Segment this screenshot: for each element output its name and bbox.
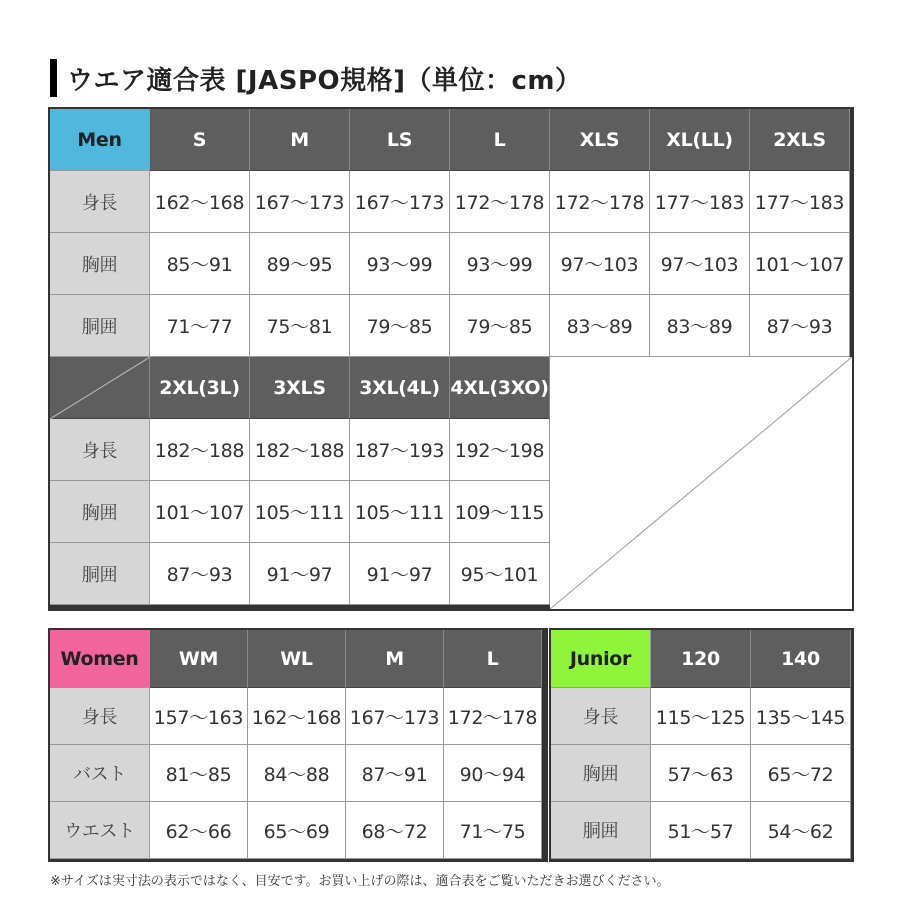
men-size-value: 177～183 bbox=[650, 171, 750, 233]
chart-title-text: ウエア適合表 [JASPO規格]（単位：cm） bbox=[67, 65, 582, 96]
women-size-value: 162～168 bbox=[248, 688, 346, 745]
men-size-value: 192～198 bbox=[450, 419, 550, 481]
men-row-label: 胴囲 bbox=[50, 295, 150, 357]
women-size-value: 62～66 bbox=[150, 802, 248, 859]
women-size-header: WL bbox=[248, 630, 346, 688]
junior-size-header: 140 bbox=[751, 630, 851, 688]
men-size-value: 172～178 bbox=[550, 171, 650, 233]
men-row-label: 身長 bbox=[50, 419, 150, 481]
junior-size-table bbox=[549, 628, 854, 862]
men-size-value: 167～173 bbox=[250, 171, 350, 233]
men-size-value: 83～89 bbox=[650, 295, 750, 357]
men-size-value: 182～188 bbox=[250, 419, 350, 481]
men-size-value: 97～103 bbox=[650, 233, 750, 295]
junior-label: Junior bbox=[551, 630, 651, 688]
women-size-value: 172～178 bbox=[444, 688, 542, 745]
women-label: Women bbox=[50, 630, 150, 688]
men-size-header: M bbox=[250, 109, 350, 171]
junior-size-header: 120 bbox=[651, 630, 751, 688]
size-note: ※サイズは実寸法の表示ではなく、目安です。お買い上げの際は、適合表をご覧いただきお選びください。 bbox=[50, 874, 670, 889]
women-size-header: WM bbox=[150, 630, 248, 688]
men-size-value: 87～93 bbox=[750, 295, 850, 357]
men-size-value: 167～173 bbox=[350, 171, 450, 233]
men-size-value: 101～107 bbox=[750, 233, 850, 295]
women-size-value: 81～85 bbox=[150, 745, 248, 802]
women-size-value: 87～91 bbox=[346, 745, 444, 802]
junior-row-label: 胸囲 bbox=[551, 745, 651, 802]
men-size-header: 2XLS bbox=[750, 109, 850, 171]
junior-row-label: 胴囲 bbox=[551, 802, 651, 859]
men-row-label: 身長 bbox=[50, 171, 150, 233]
men-empty-area bbox=[550, 357, 852, 609]
women-row-label: バスト bbox=[50, 745, 150, 802]
men-size-value: 91～97 bbox=[350, 543, 450, 605]
men-size-header: 3XL(4L) bbox=[350, 357, 450, 419]
men-size-value: 75～81 bbox=[250, 295, 350, 357]
men-size-table bbox=[48, 107, 854, 611]
men-size-header: 4XL(3XO) bbox=[450, 357, 550, 419]
men-size-value: 95～101 bbox=[450, 543, 550, 605]
men-size-value: 187～193 bbox=[350, 419, 450, 481]
junior-size-value: 115～125 bbox=[651, 688, 751, 745]
women-size-value: 71～75 bbox=[444, 802, 542, 859]
men-size-header: S bbox=[150, 109, 250, 171]
chart-title bbox=[50, 58, 582, 98]
women-size-header: M bbox=[346, 630, 444, 688]
men-size-value: 93～99 bbox=[350, 233, 450, 295]
men-size-header: LS bbox=[350, 109, 450, 171]
men-size-value: 71～77 bbox=[150, 295, 250, 357]
junior-size-value: 65～72 bbox=[751, 745, 851, 802]
diagonal-line-icon bbox=[550, 357, 852, 609]
junior-size-value: 57～63 bbox=[651, 745, 751, 802]
junior-row-label: 身長 bbox=[551, 688, 651, 745]
men-row-label: 胸囲 bbox=[50, 233, 150, 295]
women-size-header: L bbox=[444, 630, 542, 688]
men-size-value: 89～95 bbox=[250, 233, 350, 295]
men-size-value: 109～115 bbox=[450, 481, 550, 543]
men-size-value: 182～188 bbox=[150, 419, 250, 481]
men-size-value: 177～183 bbox=[750, 171, 850, 233]
women-size-value: 68～72 bbox=[346, 802, 444, 859]
men-size-value: 105～111 bbox=[250, 481, 350, 543]
men-size-header: 3XLS bbox=[250, 357, 350, 419]
junior-size-value: 54～62 bbox=[751, 802, 851, 859]
women-row-label: 身長 bbox=[50, 688, 150, 745]
men-size-value: 172～178 bbox=[450, 171, 550, 233]
women-size-value: 157～163 bbox=[150, 688, 248, 745]
men-size-value: 85～91 bbox=[150, 233, 250, 295]
men-size-header: 2XL(3L) bbox=[150, 357, 250, 419]
women-size-value: 90～94 bbox=[444, 745, 542, 802]
men-size-value: 97～103 bbox=[550, 233, 650, 295]
men-corner-cell bbox=[50, 357, 150, 419]
men-label: Men bbox=[50, 109, 150, 171]
men-size-value: 93～99 bbox=[450, 233, 550, 295]
men-size-value: 83～89 bbox=[550, 295, 650, 357]
men-size-value: 162～168 bbox=[150, 171, 250, 233]
men-size-value: 79～85 bbox=[450, 295, 550, 357]
women-size-table bbox=[48, 628, 548, 862]
women-row-label: ウエスト bbox=[50, 802, 150, 859]
junior-size-value: 51～57 bbox=[651, 802, 751, 859]
men-row-label: 胴囲 bbox=[50, 543, 150, 605]
men-size-value: 79～85 bbox=[350, 295, 450, 357]
title-bar-marker bbox=[50, 59, 57, 97]
men-size-header: L bbox=[450, 109, 550, 171]
diagonal-line-icon bbox=[50, 357, 150, 419]
men-size-value: 101～107 bbox=[150, 481, 250, 543]
women-size-value: 167～173 bbox=[346, 688, 444, 745]
men-size-header: XLS bbox=[550, 109, 650, 171]
women-size-value: 84～88 bbox=[248, 745, 346, 802]
men-size-value: 91～97 bbox=[250, 543, 350, 605]
men-size-value: 105～111 bbox=[350, 481, 450, 543]
junior-size-value: 135～145 bbox=[751, 688, 851, 745]
men-size-header: XL(LL) bbox=[650, 109, 750, 171]
women-size-value: 65～69 bbox=[248, 802, 346, 859]
men-size-value: 87～93 bbox=[150, 543, 250, 605]
men-row-label: 胸囲 bbox=[50, 481, 150, 543]
